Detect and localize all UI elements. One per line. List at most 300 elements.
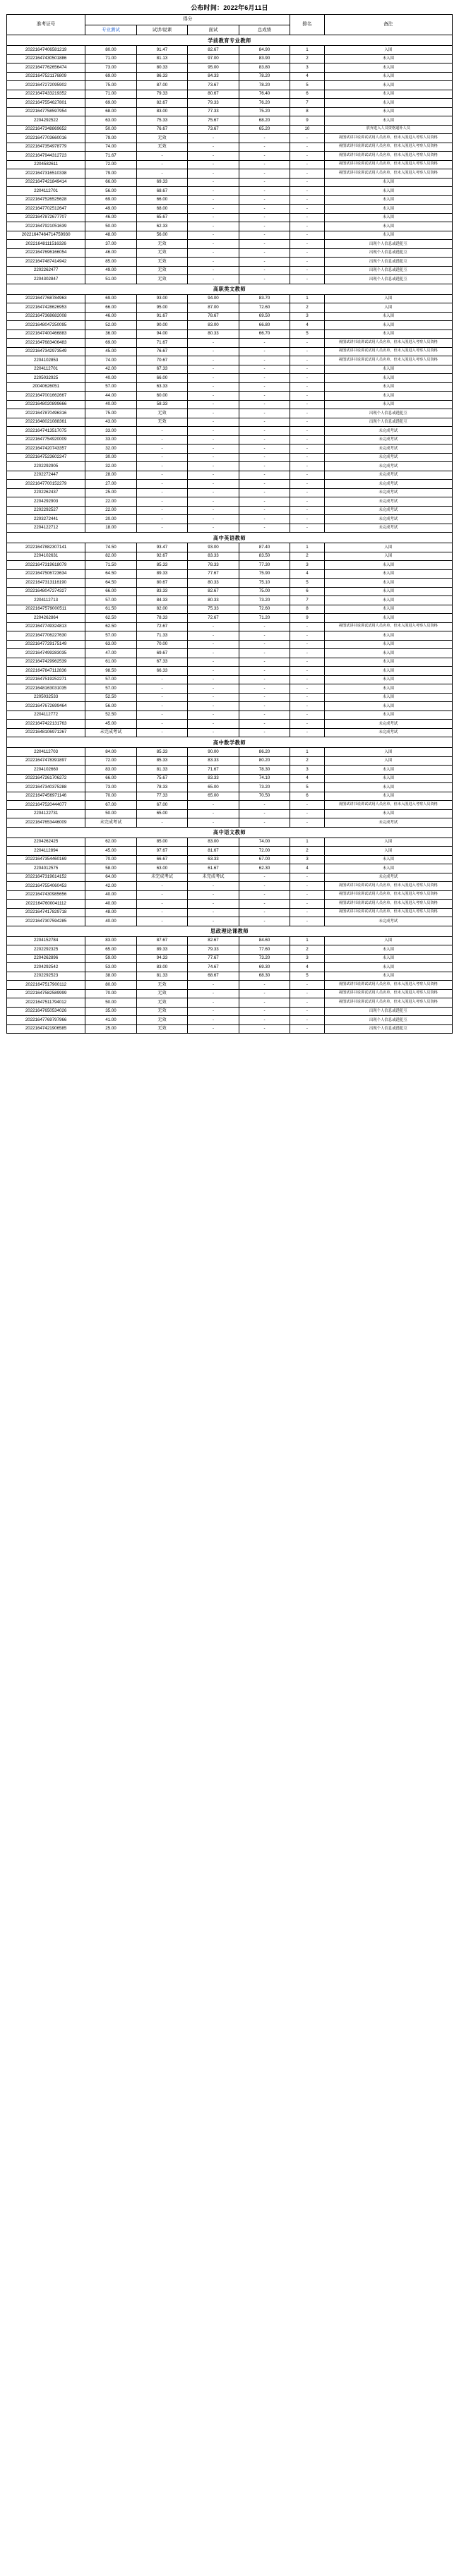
group-title: 思政理论课教师 — [7, 926, 453, 936]
candidate-no: 20221647307594285 — [7, 917, 85, 926]
rank-value: - — [290, 524, 324, 533]
publish-date: 公布时间：2022年6月11日 — [191, 4, 268, 11]
remark-value: 未完成考试 — [324, 462, 452, 471]
score-lecture: 无效 — [136, 1024, 188, 1034]
score-total: - — [239, 258, 290, 267]
rank-value: - — [290, 231, 324, 240]
rank-value: 6 — [290, 587, 324, 596]
score-lecture: - — [136, 693, 188, 702]
remark-value: 未入围 — [324, 954, 452, 963]
rank-value: - — [290, 356, 324, 365]
score-lecture: - — [136, 169, 188, 179]
group-title: 高中英语教师 — [7, 533, 453, 543]
rank-value: - — [290, 134, 324, 143]
remark-value: 视图试讲书说讲试试用人员名单，但未入围进入考察人员资格 — [324, 989, 452, 998]
score-total: - — [239, 1024, 290, 1034]
score-lecture: 89.33 — [136, 945, 188, 955]
table-row — [7, 418, 453, 427]
table-row — [7, 46, 453, 55]
score-lecture: 65.67 — [136, 213, 188, 222]
candidate-no: 20221647769797966 — [7, 1016, 85, 1025]
candidate-no: 20221647754920009 — [7, 435, 85, 445]
score-total: 73.20 — [239, 783, 290, 792]
candidate-no: 2204302847 — [7, 275, 85, 284]
remark-value: 未入围 — [324, 614, 452, 623]
score-lecture: 无效 — [136, 143, 188, 152]
candidate-no: 20221647421849414 — [7, 178, 85, 187]
score-lecture: 63.33 — [136, 382, 188, 392]
score-total: - — [239, 187, 290, 196]
candidate-no: 2204262425 — [7, 837, 85, 847]
remark-value: 未完成考试 — [324, 435, 452, 445]
score-interview: - — [188, 667, 239, 676]
score-professional-test: 66.00 — [85, 587, 137, 596]
score-lecture: 83.00 — [136, 963, 188, 972]
score-total: 84.60 — [239, 936, 290, 945]
candidate-no: 20221647319618079 — [7, 561, 85, 570]
rank-value: 1 — [290, 936, 324, 945]
table-row — [7, 488, 453, 497]
score-total: - — [239, 445, 290, 454]
remark-value: 未入围 — [324, 382, 452, 392]
score-professional-test: 36.00 — [85, 329, 137, 339]
score-interview: 90.00 — [188, 748, 239, 757]
remark-value: 未入围 — [324, 222, 452, 231]
score-interview: - — [188, 981, 239, 990]
table-row — [7, 945, 453, 955]
table-row — [7, 998, 453, 1008]
score-total: - — [239, 347, 290, 356]
candidate-no: 2204112713 — [7, 596, 85, 605]
score-interview: 94.00 — [188, 294, 239, 303]
score-interview: 79.33 — [188, 99, 239, 108]
score-total: - — [239, 818, 290, 828]
score-interview: - — [188, 134, 239, 143]
table-row — [7, 954, 453, 963]
rank-value: 10 — [290, 125, 324, 134]
candidate-no: 20221647653446009 — [7, 818, 85, 828]
candidate-no: 20221647672699464 — [7, 702, 85, 711]
rank-value: 2 — [290, 945, 324, 955]
rank-value: 4 — [290, 72, 324, 81]
table-row — [7, 471, 453, 480]
score-professional-test: 18.00 — [85, 524, 137, 533]
remark-value: 出现个人信息或透犯互 — [324, 248, 452, 258]
score-interview: - — [188, 675, 239, 684]
score-interview: - — [188, 882, 239, 891]
table-row — [7, 382, 453, 392]
score-interview: - — [188, 1024, 239, 1034]
score-lecture: - — [136, 908, 188, 917]
remark-value: 入围 — [324, 294, 452, 303]
table-row — [7, 543, 453, 552]
candidate-no: 20221647342973549 — [7, 347, 85, 356]
remark-value: 出现个人信息或透犯互 — [324, 1024, 452, 1034]
candidate-no: 20221647506723634 — [7, 569, 85, 579]
remark-value: 未入围 — [324, 596, 452, 605]
rank-value: - — [290, 640, 324, 649]
score-interview: 81.67 — [188, 847, 239, 856]
rank-value: - — [290, 1016, 324, 1025]
candidate-no: 20221647417829718 — [7, 908, 85, 917]
remark-value: 未完成考试 — [324, 471, 452, 480]
rank-value: - — [290, 809, 324, 818]
score-total: 80.20 — [239, 756, 290, 766]
remark-value: 出现个人信息或透犯互 — [324, 409, 452, 418]
score-total: 76.40 — [239, 90, 290, 99]
table-row — [7, 801, 453, 810]
score-interview: - — [188, 240, 239, 249]
remark-value: 出现个人信息或透犯互 — [324, 266, 452, 275]
score-lecture: 81.13 — [136, 54, 188, 64]
score-lecture: 82.67 — [136, 99, 188, 108]
score-interview: - — [188, 205, 239, 214]
score-total: - — [239, 917, 290, 926]
score-lecture: 67.33 — [136, 658, 188, 667]
rank-value: - — [290, 480, 324, 489]
score-total: - — [239, 160, 290, 169]
score-lecture: 未完成考试 — [136, 873, 188, 882]
candidate-no: 2202292325 — [7, 945, 85, 955]
rank-value: 1 — [290, 748, 324, 757]
score-professional-test: 75.00 — [85, 409, 137, 418]
score-interview: 74.67 — [188, 963, 239, 972]
candidate-no: 20221647944312723 — [7, 152, 85, 161]
candidate-no: 20221647579000511 — [7, 605, 85, 614]
score-professional-test: 33.00 — [85, 435, 137, 445]
score-total: - — [239, 400, 290, 409]
candidate-no: 20221648020899666 — [7, 400, 85, 409]
remark-value: 出现个人信息或透犯互 — [324, 1016, 452, 1025]
score-professional-test: 70.00 — [85, 855, 137, 864]
score-professional-test: 73.00 — [85, 64, 137, 73]
score-interview: - — [188, 418, 239, 427]
score-lecture: - — [136, 152, 188, 161]
group-title: 高职类文教师 — [7, 284, 453, 294]
remark-value: 视图试讲书说讲试试用人员名单，但未入围进入考察人员资格 — [324, 622, 452, 631]
table-row — [7, 329, 453, 339]
score-total: - — [239, 143, 290, 152]
table-row — [7, 963, 453, 972]
score-professional-test: 33.00 — [85, 427, 137, 436]
remark-value: 未完成考试 — [324, 873, 452, 882]
remark-value: 入围 — [324, 552, 452, 561]
table-row — [7, 981, 453, 990]
score-interview: 84.33 — [188, 72, 239, 81]
candidate-no: 20221647847112836 — [7, 667, 85, 676]
rank-value: - — [290, 266, 324, 275]
score-lecture: - — [136, 917, 188, 926]
score-lecture: - — [136, 900, 188, 909]
rank-value: - — [290, 471, 324, 480]
table-row — [7, 989, 453, 998]
score-lecture: - — [136, 720, 188, 729]
remark-value: 视图试讲书说讲试试用人员名单，但未入围进入考察人员资格 — [324, 160, 452, 169]
candidate-no: 20221647429962539 — [7, 658, 85, 667]
table-row — [7, 792, 453, 801]
rank-value: - — [290, 658, 324, 667]
score-lecture: 91.67 — [136, 312, 188, 321]
rank-value: - — [290, 152, 324, 161]
score-total: 78.20 — [239, 81, 290, 90]
table-row — [7, 321, 453, 330]
remark-value: 未入围 — [324, 400, 452, 409]
remark-value: 未入围 — [324, 605, 452, 614]
table-row — [7, 774, 453, 783]
score-interview: - — [188, 365, 239, 374]
score-total: - — [239, 392, 290, 401]
candidate-no: 20221647368682008 — [7, 312, 85, 321]
score-total: 83.90 — [239, 54, 290, 64]
candidate-no: 20221647872677707 — [7, 213, 85, 222]
remark-value: 未入围 — [324, 392, 452, 401]
score-total: - — [239, 524, 290, 533]
remark-value: 入围 — [324, 936, 452, 945]
table-row — [7, 497, 453, 507]
table-row — [7, 684, 453, 694]
score-lecture: 81.33 — [136, 766, 188, 775]
score-total: 78.30 — [239, 766, 290, 775]
score-professional-test: 未完成考试 — [85, 818, 137, 828]
remark-value: 出现个人信息或透犯互 — [324, 258, 452, 267]
score-interview: - — [188, 1007, 239, 1016]
candidate-no: 20221647870496316 — [7, 409, 85, 418]
score-professional-test: 85.00 — [85, 258, 137, 267]
remark-value: 出现个人信息或透犯互 — [324, 240, 452, 249]
table-row — [7, 81, 453, 90]
candidate-no: 20221648047250095 — [7, 321, 85, 330]
candidate-no: 2202292527 — [7, 506, 85, 515]
table-row — [7, 640, 453, 649]
score-lecture: 60.00 — [136, 392, 188, 401]
remark-value: 入围 — [324, 837, 452, 847]
score-interview: - — [188, 143, 239, 152]
score-professional-test: 62.50 — [85, 622, 137, 631]
table-row — [7, 936, 453, 945]
candidate-no: 2203272441 — [7, 515, 85, 524]
score-professional-test: 49.00 — [85, 266, 137, 275]
score-total: 66.70 — [239, 329, 290, 339]
group-title-row — [7, 284, 453, 294]
score-total: - — [239, 801, 290, 810]
remark-value: 未完成考试 — [324, 445, 452, 454]
score-interview: - — [188, 258, 239, 267]
rank-value: - — [290, 818, 324, 828]
remark-value: 未入围 — [324, 587, 452, 596]
score-lecture: 71.33 — [136, 631, 188, 641]
score-professional-test: 46.00 — [85, 248, 137, 258]
rank-value: - — [290, 1024, 324, 1034]
rank-value: - — [290, 178, 324, 187]
score-interview: - — [188, 169, 239, 179]
table-row — [7, 365, 453, 374]
score-professional-test: 46.00 — [85, 213, 137, 222]
candidate-no: 20221647464714759930 — [7, 231, 85, 240]
candidate-no: 2204102631 — [7, 552, 85, 561]
score-interview: - — [188, 382, 239, 392]
table-row — [7, 90, 453, 99]
score-lecture: 69.33 — [136, 178, 188, 187]
candidate-no: 2204112772 — [7, 710, 85, 720]
score-professional-test: 51.00 — [85, 275, 137, 284]
score-lecture: 97.67 — [136, 847, 188, 856]
candidate-no: 20221647600041112 — [7, 900, 85, 909]
score-interview: - — [188, 445, 239, 454]
score-lecture: 95.00 — [136, 303, 188, 313]
candidate-no: 20221648021088361 — [7, 418, 85, 427]
score-interview: 72.67 — [188, 614, 239, 623]
rank-value: - — [290, 675, 324, 684]
rank-value: 9 — [290, 614, 324, 623]
score-lecture: 70.67 — [136, 356, 188, 365]
score-interview: - — [188, 356, 239, 365]
rank-value: - — [290, 989, 324, 998]
score-professional-test: 57.00 — [85, 684, 137, 694]
rank-value: 4 — [290, 774, 324, 783]
remark-value: 未入围 — [324, 374, 452, 383]
table-row — [7, 339, 453, 348]
rank-value: - — [290, 169, 324, 179]
score-interview: - — [188, 801, 239, 810]
score-interview: - — [188, 195, 239, 205]
score-professional-test: 52.00 — [85, 321, 137, 330]
score-interview: - — [188, 728, 239, 737]
score-professional-test: 66.00 — [85, 774, 137, 783]
score-lecture: 93.47 — [136, 543, 188, 552]
score-lecture: - — [136, 684, 188, 694]
candidate-no: 2204122712 — [7, 524, 85, 533]
score-interview: - — [188, 213, 239, 222]
score-interview: 63.33 — [188, 855, 239, 864]
score-lecture: 78.33 — [136, 614, 188, 623]
score-total: 70.50 — [239, 792, 290, 801]
table-row — [7, 855, 453, 864]
score-lecture: 81.33 — [136, 972, 188, 981]
score-lecture: - — [136, 471, 188, 480]
score-lecture: 76.67 — [136, 125, 188, 134]
remark-value: 未入围 — [324, 855, 452, 864]
remark-value: 视图试讲书说讲试试用人员名单，但未入围进入考察人员资格 — [324, 356, 452, 365]
rank-value: - — [290, 728, 324, 737]
score-interview: - — [188, 989, 239, 998]
candidate-no: 2204112701 — [7, 365, 85, 374]
score-total: 68.30 — [239, 972, 290, 981]
table-row — [7, 552, 453, 561]
score-lecture: - — [136, 515, 188, 524]
remark-value: 未完成考试 — [324, 427, 452, 436]
score-professional-test: 57.00 — [85, 382, 137, 392]
score-total: - — [239, 908, 290, 917]
score-lecture: 75.33 — [136, 116, 188, 126]
table-row — [7, 864, 453, 873]
score-total: - — [239, 169, 290, 179]
score-interview: - — [188, 900, 239, 909]
score-total: - — [239, 435, 290, 445]
candidate-no: 2204102660 — [7, 766, 85, 775]
table-row — [7, 506, 453, 515]
remark-value: 未入围 — [324, 195, 452, 205]
score-professional-test: 62.00 — [85, 837, 137, 847]
score-professional-test: 47.00 — [85, 649, 137, 658]
score-interview: 65.00 — [188, 792, 239, 801]
score-interview: - — [188, 152, 239, 161]
table-row — [7, 837, 453, 847]
score-total: - — [239, 409, 290, 418]
score-lecture: 无效 — [136, 998, 188, 1008]
score-lecture: 84.33 — [136, 596, 188, 605]
group-title-row — [7, 827, 453, 837]
rank-value: - — [290, 339, 324, 348]
score-interview: - — [188, 248, 239, 258]
score-professional-test: 84.00 — [85, 748, 137, 757]
score-interview: - — [188, 488, 239, 497]
rank-value: - — [290, 392, 324, 401]
score-professional-test: 71.67 — [85, 152, 137, 161]
score-total: - — [239, 622, 290, 631]
score-lecture: - — [136, 488, 188, 497]
rank-value: 1 — [290, 294, 324, 303]
score-interview: 83.33 — [188, 756, 239, 766]
table-row — [7, 125, 453, 134]
candidate-no: 20221647520444077 — [7, 801, 85, 810]
score-total: - — [239, 178, 290, 187]
rank-value: 5 — [290, 329, 324, 339]
rank-value: 3 — [290, 766, 324, 775]
table-row — [7, 275, 453, 284]
table-row — [7, 134, 453, 143]
score-interview: 77.67 — [188, 569, 239, 579]
table-row — [7, 64, 453, 73]
remark-value: 视图试讲书说讲试试用人员名单，但未入围进入考察人员资格 — [324, 890, 452, 900]
rank-value: - — [290, 418, 324, 427]
table-header — [7, 15, 453, 35]
table-row — [7, 445, 453, 454]
rank-value: - — [290, 400, 324, 409]
rank-value: 2 — [290, 303, 324, 313]
group-title-row — [7, 35, 453, 46]
score-professional-test: 42.00 — [85, 882, 137, 891]
rank-value: 5 — [290, 783, 324, 792]
rank-value: - — [290, 453, 324, 462]
score-lecture: 72.67 — [136, 622, 188, 631]
score-interview: - — [188, 339, 239, 348]
table-row — [7, 693, 453, 702]
rank-value: - — [290, 427, 324, 436]
score-interview: 75.67 — [188, 116, 239, 126]
score-professional-test: 50.00 — [85, 125, 137, 134]
candidate-no: 2204152784 — [7, 936, 85, 945]
score-interview: - — [188, 506, 239, 515]
score-lecture: 80.33 — [136, 64, 188, 73]
candidate-no: 20221647428626953 — [7, 303, 85, 313]
score-professional-test: 65.00 — [85, 945, 137, 955]
score-lecture: 无效 — [136, 409, 188, 418]
rank-value: - — [290, 462, 324, 471]
remark-value: 未完成考试 — [324, 497, 452, 507]
candidate-no: 20221647421906585 — [7, 1024, 85, 1034]
candidate-no: 20221647696166054 — [7, 248, 85, 258]
table-row — [7, 462, 453, 471]
table-row — [7, 569, 453, 579]
score-lecture: 66.00 — [136, 374, 188, 383]
score-total: 75.00 — [239, 587, 290, 596]
score-professional-test: 46.00 — [85, 312, 137, 321]
score-lecture: 71.67 — [136, 339, 188, 348]
score-interview: - — [188, 409, 239, 418]
score-total: - — [239, 213, 290, 222]
rank-value: - — [290, 720, 324, 729]
score-lecture: 85.33 — [136, 561, 188, 570]
